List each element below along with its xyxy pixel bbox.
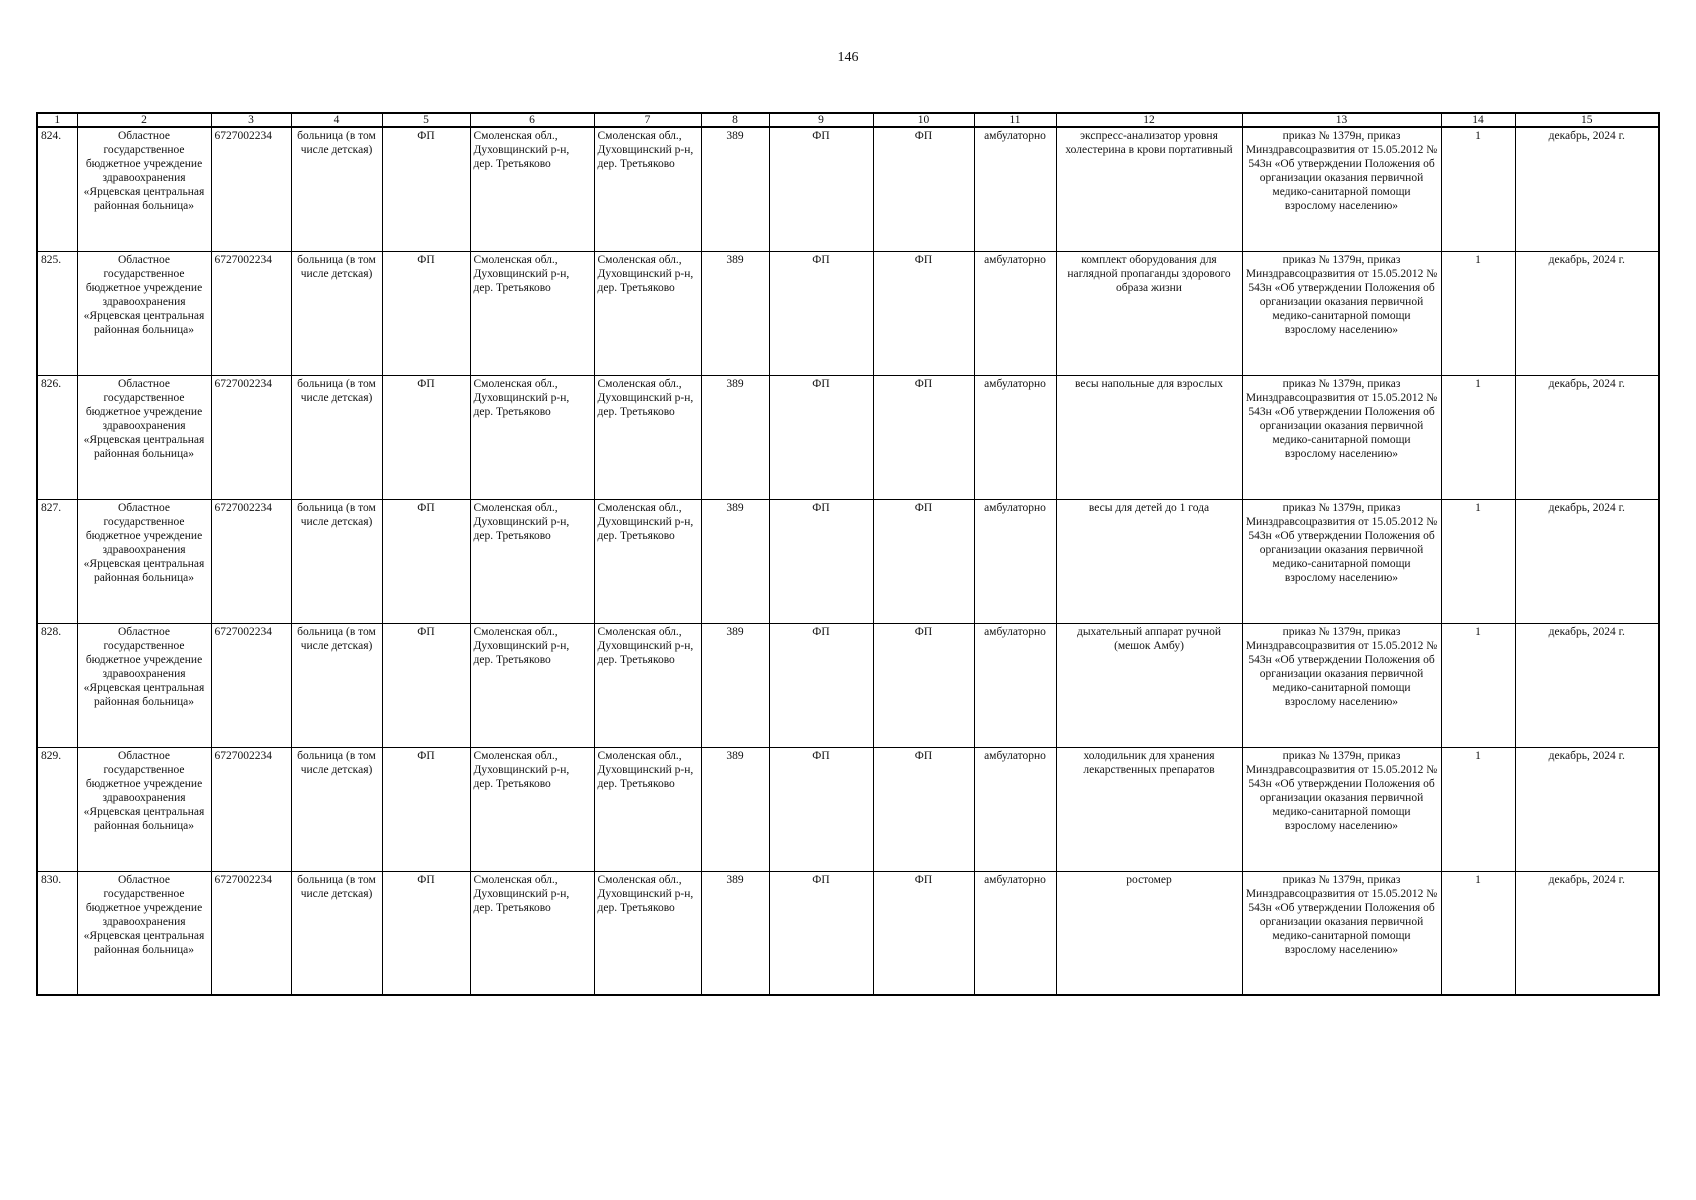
deadline: декабрь, 2024 г. [1515,375,1659,499]
quantity: 1 [1441,747,1515,871]
inn: 6727002234 [211,747,291,871]
column-header: 11 [974,113,1056,127]
row-number: 827. [37,499,77,623]
legal-basis: приказ № 1379н, приказ Минздравсоцразвития от 15.05.2012 № 543н «Об утверждении Положения об организации оказания первичной медико-санитарной помощи взрослому населению» [1242,251,1441,375]
legal-basis: приказ № 1379н, приказ Минздравсоцразвития от 15.05.2012 № 543н «Об утверждении Положения об организации оказания первичной медико-санитарной помощи взрослому населению» [1242,499,1441,623]
legal-basis: приказ № 1379н, приказ Минздравсоцразвития от 15.05.2012 № 543н «Об утверждении Положения об организации оказания первичной медико-санитарной помощи взрослому населению» [1242,623,1441,747]
inn: 6727002234 [211,499,291,623]
column-10: ФП [873,499,974,623]
care-form: амбулаторно [974,747,1056,871]
row-number: 829. [37,747,77,871]
row-number: 828. [37,623,77,747]
facility-type: больница (в том числе детская) [291,499,382,623]
organization-name: Областное государственное бюджетное учреждение здравоохранения «Ярцевская центральная районная больница» [77,375,211,499]
address: Смоленская обл., Духовщинский р-н, дер. Третьяково [594,747,701,871]
unit: ФП [382,871,470,995]
organization-name: Областное государственное бюджетное учреждение здравоохранения «Ярцевская центральная районная больница» [77,623,211,747]
facility-type: больница (в том числе детская) [291,127,382,251]
column-header: 13 [1242,113,1441,127]
column-header: 4 [291,113,382,127]
address: Смоленская обл., Духовщинский р-н, дер. Третьяково [470,251,594,375]
unit: ФП [382,499,470,623]
equipment-register-table [36,112,1660,996]
column-header: 3 [211,113,291,127]
code: 389 [701,127,769,251]
care-form: амбулаторно [974,871,1056,995]
code: 389 [701,499,769,623]
table-row [37,499,1659,623]
column-number-row [37,113,1659,127]
column-9: ФП [769,623,873,747]
table-row [37,127,1659,251]
equipment-name: весы для детей до 1 года [1056,499,1242,623]
care-form: амбулаторно [974,251,1056,375]
column-header: 14 [1441,113,1515,127]
deadline: декабрь, 2024 г. [1515,871,1659,995]
row-number: 830. [37,871,77,995]
address: Смоленская обл., Духовщинский р-н, дер. Третьяково [470,375,594,499]
address: Смоленская обл., Духовщинский р-н, дер. Третьяково [594,499,701,623]
column-header: 5 [382,113,470,127]
care-form: амбулаторно [974,623,1056,747]
column-10: ФП [873,871,974,995]
equipment-name: дыхательный аппарат ручной (мешок Амбу) [1056,623,1242,747]
care-form: амбулаторно [974,499,1056,623]
column-header: 12 [1056,113,1242,127]
deadline: декабрь, 2024 г. [1515,623,1659,747]
column-10: ФП [873,623,974,747]
equipment-name: холодильник для хранения лекарственных препаратов [1056,747,1242,871]
row-number: 826. [37,375,77,499]
equipment-name: весы напольные для взрослых [1056,375,1242,499]
unit: ФП [382,127,470,251]
row-number: 824. [37,127,77,251]
deadline: декабрь, 2024 г. [1515,499,1659,623]
address: Смоленская обл., Духовщинский р-н, дер. Третьяково [594,127,701,251]
table-row [37,251,1659,375]
column-10: ФП [873,127,974,251]
inn: 6727002234 [211,127,291,251]
row-number: 825. [37,251,77,375]
facility-type: больница (в том числе детская) [291,747,382,871]
address: Смоленская обл., Духовщинский р-н, дер. Третьяково [470,127,594,251]
quantity: 1 [1441,623,1515,747]
organization-name: Областное государственное бюджетное учреждение здравоохранения «Ярцевская центральная районная больница» [77,499,211,623]
column-9: ФП [769,375,873,499]
table-row [37,871,1659,995]
page-number: 146 [837,50,859,65]
facility-type: больница (в том числе детская) [291,375,382,499]
care-form: амбулаторно [974,375,1056,499]
address: Смоленская обл., Духовщинский р-н, дер. Третьяково [594,623,701,747]
column-header: 15 [1515,113,1659,127]
table-row [37,375,1659,499]
inn: 6727002234 [211,871,291,995]
code: 389 [701,375,769,499]
deadline: декабрь, 2024 г. [1515,127,1659,251]
unit: ФП [382,623,470,747]
address: Смоленская обл., Духовщинский р-н, дер. Третьяково [594,375,701,499]
table-row [37,747,1659,871]
code: 389 [701,747,769,871]
code: 389 [701,623,769,747]
inn: 6727002234 [211,251,291,375]
care-form: амбулаторно [974,127,1056,251]
legal-basis: приказ № 1379н, приказ Минздравсоцразвития от 15.05.2012 № 543н «Об утверждении Положения об организации оказания первичной медико-санитарной помощи взрослому населению» [1242,871,1441,995]
legal-basis: приказ № 1379н, приказ Минздравсоцразвития от 15.05.2012 № 543н «Об утверждении Положения об организации оказания первичной медико-санитарной помощи взрослому населению» [1242,375,1441,499]
column-9: ФП [769,871,873,995]
column-10: ФП [873,251,974,375]
quantity: 1 [1441,871,1515,995]
address: Смоленская обл., Духовщинский р-н, дер. Третьяково [470,747,594,871]
organization-name: Областное государственное бюджетное учреждение здравоохранения «Ярцевская центральная районная больница» [77,127,211,251]
unit: ФП [382,251,470,375]
column-header: 6 [470,113,594,127]
column-10: ФП [873,747,974,871]
code: 389 [701,871,769,995]
address: Смоленская обл., Духовщинский р-н, дер. Третьяково [470,871,594,995]
organization-name: Областное государственное бюджетное учреждение здравоохранения «Ярцевская центральная районная больница» [77,251,211,375]
column-9: ФП [769,747,873,871]
column-9: ФП [769,499,873,623]
column-9: ФП [769,127,873,251]
legal-basis: приказ № 1379н, приказ Минздравсоцразвития от 15.05.2012 № 543н «Об утверждении Положения об организации оказания первичной медико-санитарной помощи взрослому населению» [1242,127,1441,251]
organization-name: Областное государственное бюджетное учреждение здравоохранения «Ярцевская центральная районная больница» [77,747,211,871]
facility-type: больница (в том числе детская) [291,623,382,747]
quantity: 1 [1441,375,1515,499]
inn: 6727002234 [211,375,291,499]
equipment-name: комплект оборудования для наглядной пропаганды здорового образа жизни [1056,251,1242,375]
legal-basis: приказ № 1379н, приказ Минздравсоцразвития от 15.05.2012 № 543н «Об утверждении Положения об организации оказания первичной медико-санитарной помощи взрослому населению» [1242,747,1441,871]
quantity: 1 [1441,127,1515,251]
organization-name: Областное государственное бюджетное учреждение здравоохранения «Ярцевская центральная районная больница» [77,871,211,995]
address: Смоленская обл., Духовщинский р-н, дер. Третьяково [470,623,594,747]
column-header: 8 [701,113,769,127]
code: 389 [701,251,769,375]
facility-type: больница (в том числе детская) [291,251,382,375]
column-header: 9 [769,113,873,127]
column-header: 1 [37,113,77,127]
address: Смоленская обл., Духовщинский р-н, дер. Третьяково [594,871,701,995]
column-header: 7 [594,113,701,127]
unit: ФП [382,375,470,499]
table-row [37,623,1659,747]
quantity: 1 [1441,251,1515,375]
equipment-name: экспресс-анализатор уровня холестерина в крови портативный [1056,127,1242,251]
equipment-name: ростомер [1056,871,1242,995]
unit: ФП [382,747,470,871]
address: Смоленская обл., Духовщинский р-н, дер. Третьяково [470,499,594,623]
quantity: 1 [1441,499,1515,623]
address: Смоленская обл., Духовщинский р-н, дер. Третьяково [594,251,701,375]
column-header: 10 [873,113,974,127]
inn: 6727002234 [211,623,291,747]
column-10: ФП [873,375,974,499]
facility-type: больница (в том числе детская) [291,871,382,995]
deadline: декабрь, 2024 г. [1515,251,1659,375]
column-header: 2 [77,113,211,127]
column-9: ФП [769,251,873,375]
deadline: декабрь, 2024 г. [1515,747,1659,871]
